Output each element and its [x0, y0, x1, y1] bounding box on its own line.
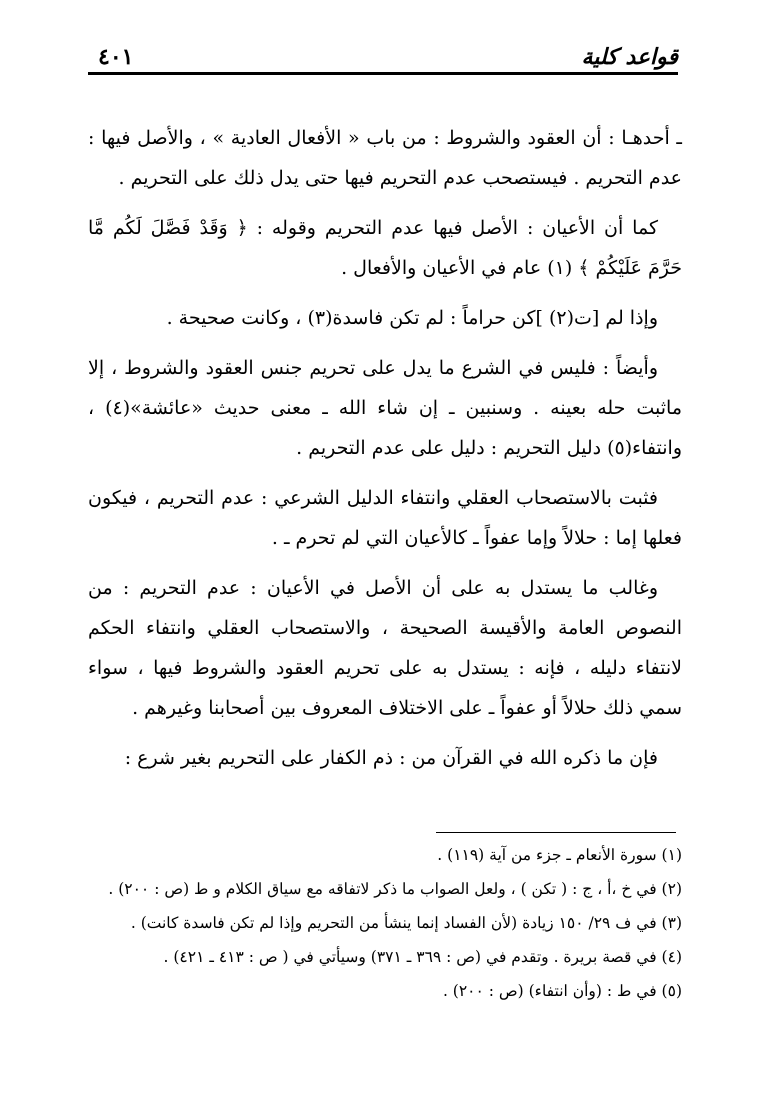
footnote: (٣) في ف ٢٩/ ١٥٠ زيادة (لأن الفساد إنما ينشأ من التحريم وإذا لم تكن فاسدة كانت) . [130, 914, 682, 932]
header-rule [88, 72, 678, 75]
paragraph: كما أن الأعيان : الأصل فيها عدم التحريم وقوله : ﴿ وَقَدْ فَصَّلَ لَكُم مَّا حَرَّمَ عَلَيْكُمْ ﴾ (١) عام في الأعيان والأفعال . [88, 217, 682, 279]
paragraph: ـ أحدهـا : أن العقود والشروط : من باب « الأفعال العادية » ، والأصل فيها : عدم التحريم . فيستصحب عدم التحريم فيها حتى يدل ذلك على التحريم . [88, 127, 682, 189]
footnotes [88, 840, 682, 1010]
footnote-rule [436, 832, 676, 833]
page-number: ٤٠١ [98, 44, 134, 70]
body-text [88, 118, 682, 788]
page-header [88, 40, 678, 74]
paragraph: فإن ما ذكره الله في القرآن من : ذم الكفار على التحريم بغير شرع : [124, 747, 658, 769]
footnote: (٤) في قصة بريرة . وتقدم في (ص : ٣٦٩ ـ ٣٧١) وسيأتي في ( ص : ٤١٣ ـ ٤٢١) . [163, 948, 682, 966]
paragraph: فثبت بالاستصحاب العقلي وانتفاء الدليل الشرعي : عدم التحريم ، فيكون فعلها إما : حلالاً وإما عفواً ـ كالأعيان التي لم تحرم ـ . [88, 487, 682, 549]
running-title: قواعد كلية [581, 44, 678, 70]
footnote: (١) سورة الأنعام ـ جزء من آية (١١٩) . [437, 846, 682, 864]
paragraph: وأيضاً : فليس في الشرع ما يدل على تحريم جنس العقود والشروط ، إلا ماثبت حله بعينه . وسنبين ـ إن شاء الله ـ معنى حديث «عائشة»(٤) ، وانتفاء(٥) دليل التحريم : دليل على عدم التحريم . [88, 357, 682, 459]
paragraph: وغالب ما يستدل به على أن الأصل في الأعيان : عدم التحريم : من النصوص العامة والأقيسة الصحيحة ، والاستصحاب العقلي وانتفاء الحكم لانتفاء دليله ، فإنه : يستدل به على تحريم العقود والشروط فيها ، سواء سمي ذلك حلالاً أو عفواً ـ على الاختلاف المعروف بين أصحابنا وغيرهم . [88, 577, 682, 719]
footnote: (٥) في ط : (وأن انتفاء) (ص : ٢٠٠) . [442, 982, 682, 1000]
footnote: (٢) في خ ،أ ، ج : ( تكن ) ، ولعل الصواب ما ذكر لاتفاقه مع سياق الكلام و ط (ص : ٢٠٠) . [108, 880, 682, 898]
paragraph: وإذا لم [ت(٢) ]كن حراماً : لم تكن فاسدة(٣) ، وكانت صحيحة . [166, 307, 658, 329]
